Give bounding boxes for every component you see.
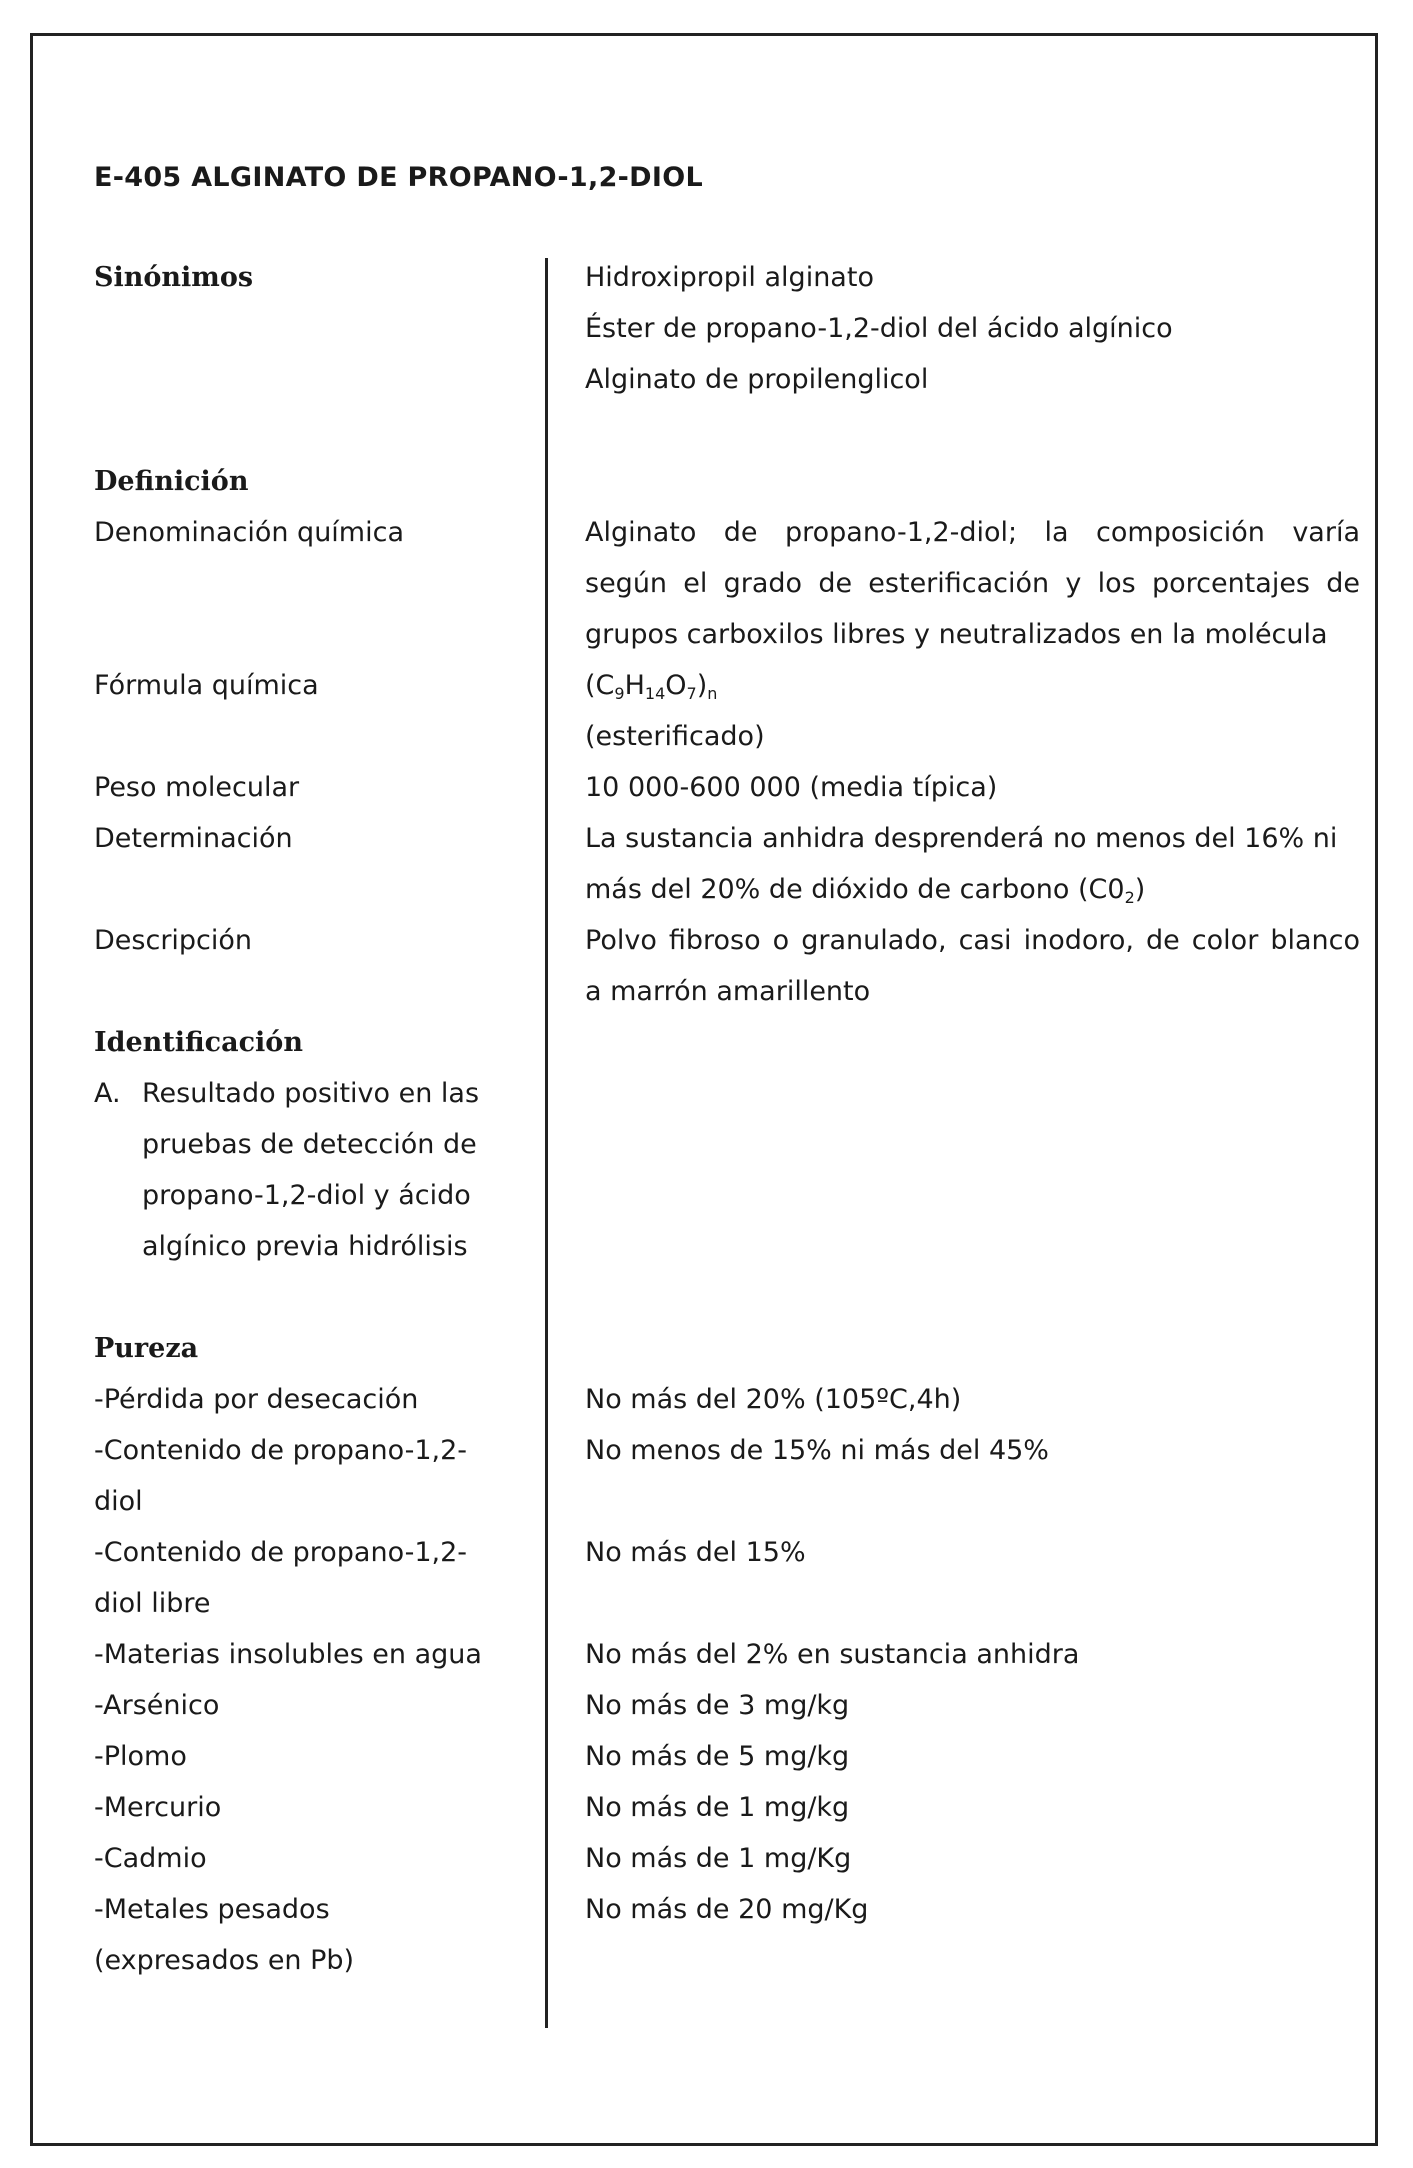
pureza-value: No más de 1 mg/kg (585, 1792, 850, 1823)
sinonimo-value: Éster de propano-1,2-diol del ácido algínico (585, 313, 1173, 344)
identificacion-line: A. Resultado positivo en las (94, 1068, 514, 1119)
document-title: E-405 ALGINATO DE PROPANO-1,2-DIOL (94, 162, 703, 193)
pureza-value: No más de 20 mg/Kg (585, 1894, 869, 1925)
pureza-label: -Contenido de propano-1,2- (94, 1435, 468, 1466)
determinacion-value: más del 20% de dióxido de carbono $(C0_2)$ (585, 874, 1146, 907)
sinonimo-value: Alginato de propilenglicol (585, 364, 929, 395)
identificacion-marker: A. (94, 1078, 121, 1109)
pureza-label: diol (94, 1486, 143, 1517)
pureza-value: No menos de 15% ni más del 45% (585, 1435, 1049, 1466)
formula-value: $(C_9H_{14}O_7)_n$ (585, 670, 718, 703)
denominacion-value: según el grado de esterificación y los porcentajes de (585, 568, 1360, 599)
pureza-label: (expresados en Pb) (94, 1945, 355, 1976)
heading-identificacion: Identificación (94, 1027, 303, 1058)
pureza-label: -Metales pesados (94, 1894, 330, 1925)
heading-definicion: Definición (94, 466, 249, 497)
pureza-value: No más de 5 mg/kg (585, 1741, 850, 1772)
formula-note: (esterificado) (585, 721, 765, 752)
pureza-label: -Pérdida por desecación (94, 1384, 419, 1415)
label-determinacion: Determinación (94, 823, 293, 854)
pureza-value: No más de 1 mg/Kg (585, 1843, 852, 1874)
pureza-label: -Contenido de propano-1,2- (94, 1537, 468, 1568)
pureza-value: No más del 20% (105ºC,4h) (585, 1384, 962, 1415)
peso-value: 10 000-600 000 (media típica) (585, 772, 998, 803)
denominacion-value: grupos carboxilos libres y neutralizados en la molécula (585, 619, 1328, 650)
sinonimo-value: Hidroxipropil alginato (585, 262, 874, 293)
pureza-label: -Materias insolubles en agua (94, 1639, 482, 1670)
denominacion-value: Alginato de propano-1,2-diol; la composición varía (585, 517, 1360, 548)
identificacion-line: algínico previa hidrólisis (142, 1231, 468, 1262)
heading-pureza: Pureza (94, 1333, 199, 1364)
pureza-label: diol libre (94, 1588, 211, 1619)
pureza-label: -Cadmio (94, 1843, 207, 1874)
determinacion-value: La sustancia anhidra desprenderá no menos del 16% ni (585, 823, 1338, 854)
identificacion-line: pruebas de detección de (142, 1129, 477, 1160)
label-peso: Peso molecular (94, 772, 300, 803)
pureza-value: No más del 15% (585, 1537, 806, 1568)
identificacion-line: propano-1,2-diol y ácido (142, 1180, 471, 1211)
label-formula: Fórmula química (94, 670, 319, 701)
left-column (94, 252, 514, 1986)
pureza-label: -Plomo (94, 1741, 187, 1772)
pureza-value: No más de 3 mg/kg (585, 1690, 850, 1721)
column-divider (545, 258, 548, 2028)
descripcion-value: a marrón amarillento (585, 976, 871, 1007)
label-descripcion: Descripción (94, 925, 253, 956)
pureza-value: No más del 2% en sustancia anhidra (585, 1639, 1080, 1670)
right-column (585, 252, 1360, 1935)
pureza-label: -Mercurio (94, 1792, 222, 1823)
pureza-label: -Arsénico (94, 1690, 220, 1721)
label-denominacion: Denominación química (94, 517, 404, 548)
descripcion-value: Polvo fibroso o granulado, casi inodoro, de color blanco (585, 925, 1360, 956)
heading-sinonimos: Sinónimos (94, 262, 254, 293)
